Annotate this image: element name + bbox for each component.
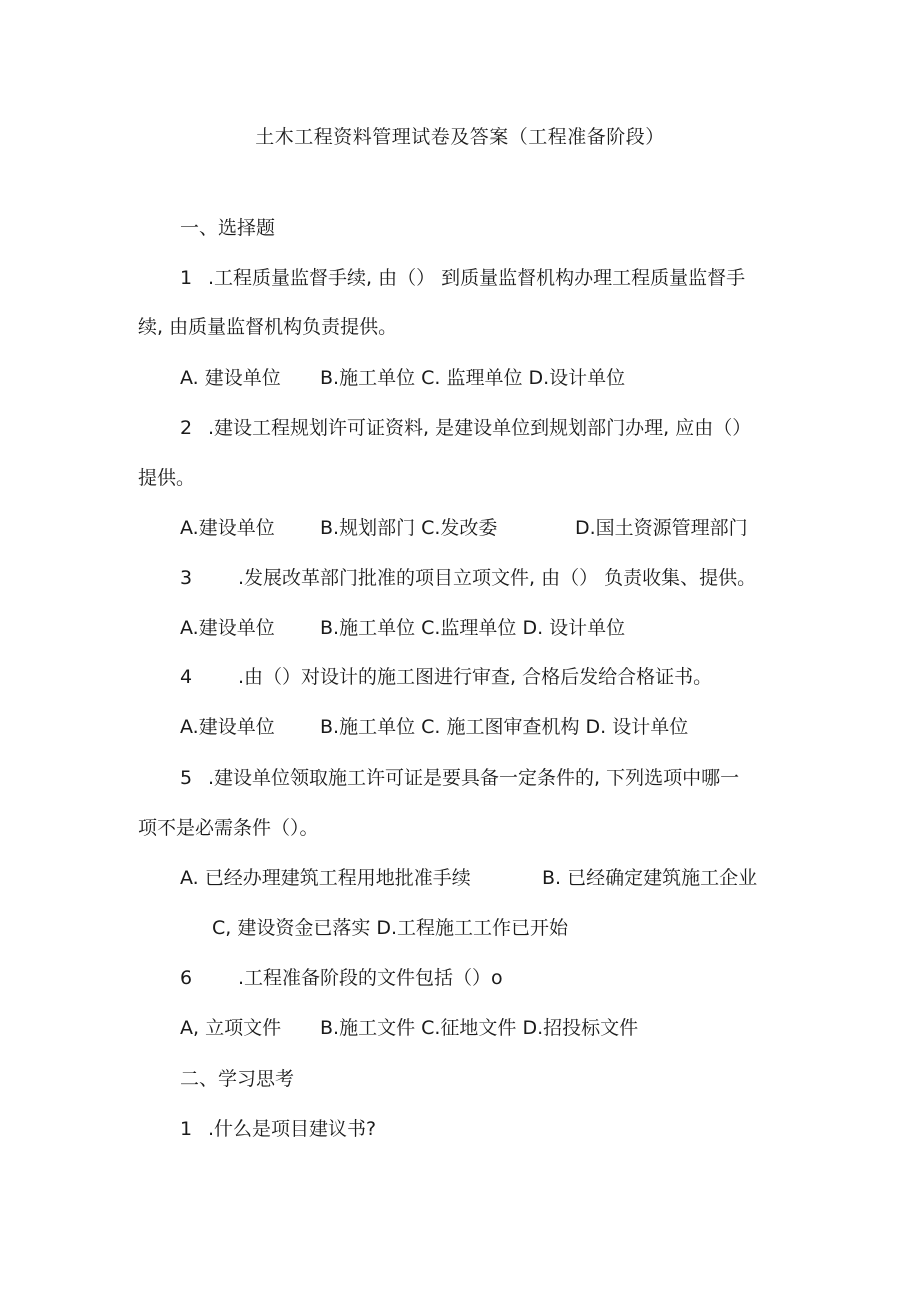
option-a: A. 已经办理建筑工程用地批准手续 (180, 867, 471, 889)
section-heading-choice: 一、选择题 (180, 217, 276, 239)
question-number: 5 (180, 767, 193, 789)
question-text: .建设单位领取施工许可证是要具备一定条件的, 下列选项中哪一 (208, 767, 740, 789)
question-6 (180, 964, 503, 992)
question-1-options (180, 364, 625, 392)
question-number: 6 (180, 967, 193, 989)
option-a: A, 立项文件 (180, 1017, 282, 1039)
question-text: .工程准备阶段的文件包括（）o (238, 967, 503, 989)
question-5 (180, 764, 739, 792)
option-a: A.建设单位 (180, 617, 275, 639)
option-a: A. 建设单位 (180, 367, 281, 389)
question-number: 3 (180, 567, 193, 589)
section-heading-study: 二、学习思考 (180, 1068, 295, 1090)
question-5-options-cd: C, 建设资金已落实 D.工程施工工作已开始 (212, 917, 569, 939)
option-a: A.建设单位 (180, 517, 275, 539)
question-text: .工程质量监督手续, 由（） 到质量监督机构办理工程质量监督手 (208, 267, 746, 289)
options-bc: B.规划部门 C.发改委 (320, 517, 498, 539)
option-b: B. 已经确定建筑施工企业 (542, 867, 758, 889)
question-5-options-ab (180, 864, 757, 892)
options-bcd: B.施工单位 C. 施工图审查机构 D. 设计单位 (320, 716, 689, 738)
question-2-continued: 提供。 (138, 467, 196, 489)
document-title: 土木工程资料管理试卷及答案（工程准备阶段） (255, 126, 665, 148)
options-bcd: B.施工单位 C. 监理单位 D.设计单位 (320, 367, 626, 389)
option-a: A.建设单位 (180, 716, 275, 738)
question-5-continued: 项不是必需条件（）。 (138, 817, 319, 839)
study-question-1 (180, 1115, 376, 1143)
question-number: 2 (180, 417, 193, 439)
question-text: .建设工程规划许可证资料, 是建设单位到规划部门办理, 应由（） (208, 417, 752, 439)
question-6-options (180, 1014, 638, 1042)
question-3-options (180, 614, 625, 642)
question-text: .由（）对设计的施工图进行审查, 合格后发给合格证书。 (238, 666, 713, 688)
question-4-options (180, 713, 688, 741)
question-number: 1 (180, 1118, 193, 1140)
question-4 (180, 663, 712, 691)
option-d: D.国土资源管理部门 (575, 517, 748, 539)
options-bcd: B.施工文件 C.征地文件 D.招投标文件 (320, 1017, 639, 1039)
question-2 (180, 414, 751, 442)
question-2-options (180, 514, 748, 542)
question-number: 4 (180, 666, 193, 688)
question-text: .什么是项目建议书? (208, 1118, 377, 1140)
question-text: .发展改革部门批准的项目立项文件, 由（） 负责收集、提供。 (238, 567, 757, 589)
question-1-continued: 续, 由质量监督机构负责提供。 (138, 316, 398, 338)
question-3 (180, 564, 756, 592)
options-bcd: B.施工单位 C.监理单位 D. 设计单位 (320, 617, 626, 639)
question-number: 1 (180, 267, 193, 289)
question-1 (180, 264, 745, 292)
